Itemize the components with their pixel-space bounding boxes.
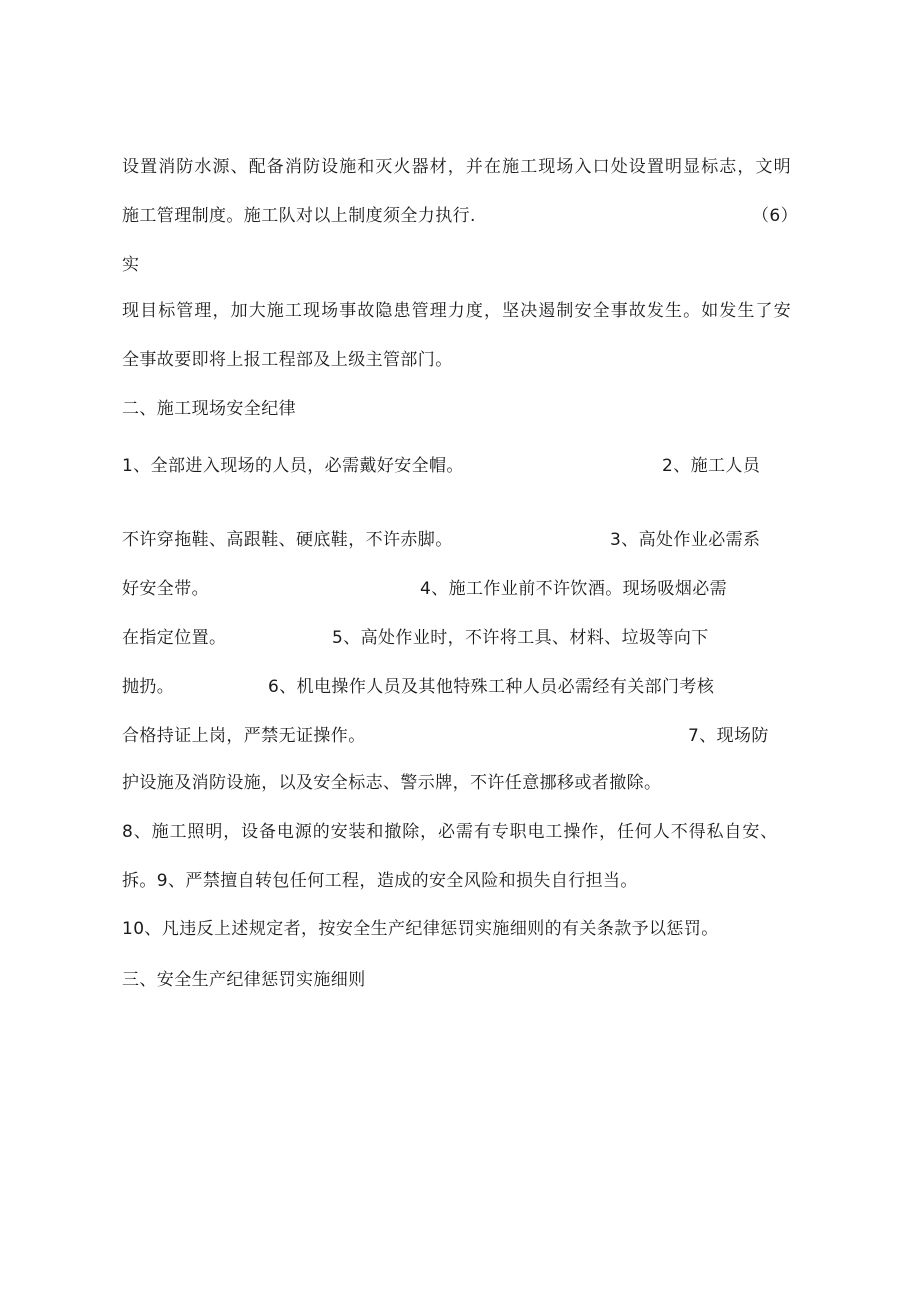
text-line: 在指定位置。: [122, 628, 227, 648]
text-line: 1、全部进入现场的人员，必需戴好安全帽。: [122, 456, 464, 476]
section-heading: 二、施工现场安全纪律: [122, 399, 296, 419]
text-line: 5、高处作业时，不许将工具、材料、垃圾等向下: [332, 628, 709, 648]
text-line: 实: [122, 255, 140, 275]
text-line: 4、施工作业前不许饮酒。现场吸烟必需: [420, 579, 728, 599]
text-line: 好安全带。: [122, 579, 209, 599]
text-line: （6）: [752, 206, 799, 226]
text-line: 7、现场防: [688, 726, 769, 746]
text-line: 10、凡违反上述规定者，按安全生产纪律惩罚实施细则的有关条款予以惩罚。: [122, 919, 719, 939]
text-line: 6、机电操作人员及其他特殊工种人员必需经有关部门考核: [268, 677, 715, 697]
text-line: 2、施工人员: [662, 456, 761, 476]
text-line: 施工管理制度。施工队对以上制度须全力执行.: [122, 206, 476, 226]
text-line: 合格持证上岗，严禁无证操作。: [122, 726, 366, 746]
text-line: 设置消防水源、配备消防设施和灭火器材，并在施工现场入口处设置明显标志，文明: [122, 157, 792, 177]
text-line: 抛扔。: [122, 677, 175, 697]
text-line: 现目标管理，加大施工现场事故隐患管理力度，坚决遏制安全事故发生。如发生了安: [122, 301, 792, 321]
text-line: 3、高处作业必需系: [610, 530, 761, 550]
text-line: 8、施工照明，设备电源的安装和撤除，必需有专职电工操作，任何人不得私自安、: [122, 822, 779, 842]
section-heading: 三、安全生产纪律惩罚实施细则: [122, 970, 366, 990]
text-line: 全事故要即将上报工程部及上级主管部门。: [122, 350, 453, 370]
text-line: 护设施及消防设施，以及安全标志、警示牌，不许任意挪移或者撤除。: [122, 773, 662, 793]
text-line: 拆。9、严禁擅自转包任何工程，造成的安全风险和损失自行担当。: [122, 871, 638, 891]
text-line: 不许穿拖鞋、高跟鞋、硬底鞋，不许赤脚。: [122, 530, 453, 550]
